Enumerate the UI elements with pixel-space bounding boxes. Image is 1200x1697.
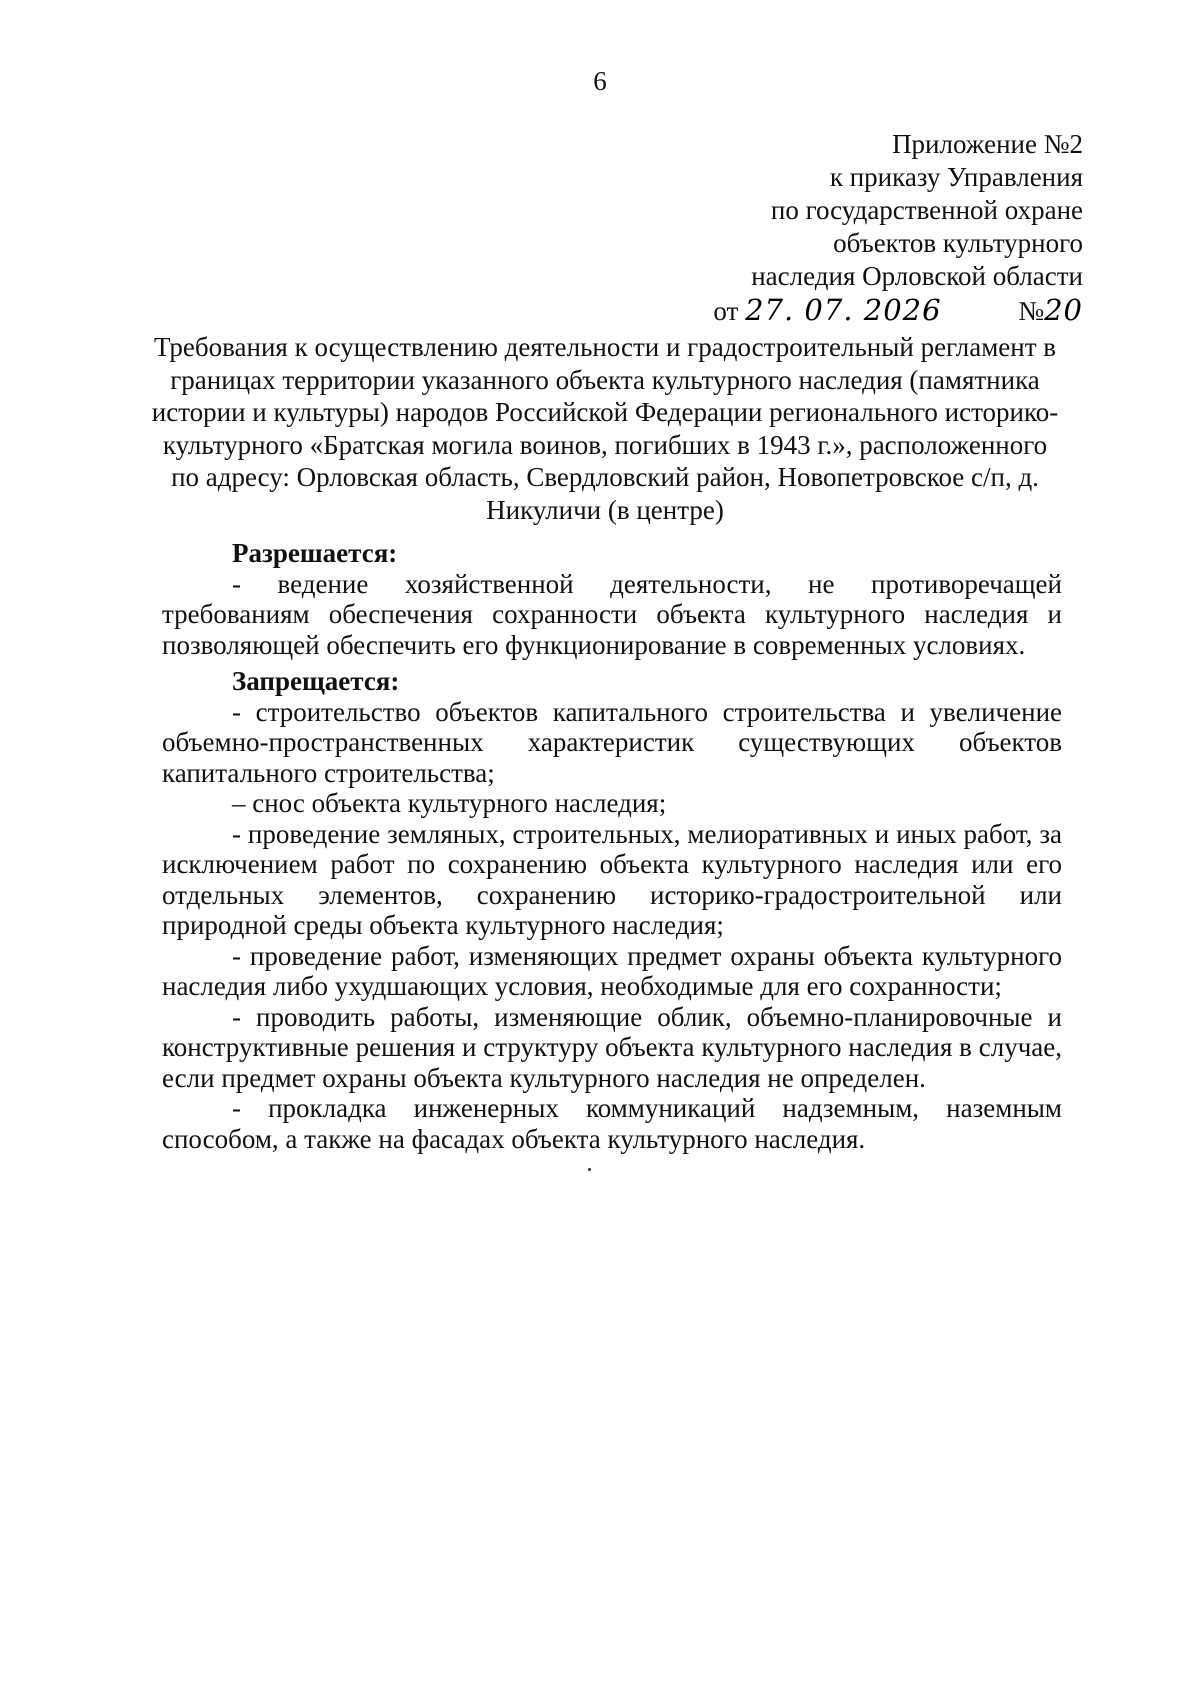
appendix-line: Приложение №2	[892, 129, 1083, 159]
allowed-item: - ведение хозяйственной деятельности, не противоречащей требованиям обеспечения сохранности объекта культурного наследия и позволяющей обеспечить его функционирование в современных условиях.	[162, 568, 1062, 660]
prohibited-item: – снос объекта культурного наследия;	[232, 788, 667, 818]
order-date-line	[713, 294, 1083, 328]
appendix-line: объектов культурного	[833, 228, 1083, 258]
prohibited-item: - прокладка инженерных коммуникаций надземным, наземным способом, а также на фасадах объекта культурного наследия.	[162, 1093, 1062, 1154]
document-title: Требования к осуществлению деятельности и градостроительный регламент в границах территории указанного объекта культурного наследия (памятника истории и культуры) народов Российской Федерации регионального историко-культурного «Братская могила воинов, погибших в 1943 г.», расположенного по адресу: Орловская область, Свердловский район, Новопетровское с/п, д. Никуличи (в центре)	[151, 332, 1059, 525]
prohibited-item: - проведение работ, изменяющих предмет охраны объекта культурного наследия либо ухудшающих условия, необходимые для его сохранности;	[162, 940, 1062, 1001]
document-body	[162, 532, 1062, 1154]
appendix-line: наследия Орловской области	[751, 261, 1083, 291]
number-prefix: №	[1018, 296, 1045, 326]
stray-dot-mark	[588, 1168, 591, 1171]
handwritten-number: 20	[1044, 293, 1083, 327]
appendix-line: к приказу Управления	[829, 162, 1083, 192]
prohibited-heading: Запрещается:	[232, 666, 400, 696]
prohibited-item: - проведение земляных, строительных, мелиоративных и иных работ, за исключением работ по сохранению объекта культурного наследия или его отдельных элементов, сохранению историко-градостроительной или природной среды объекта культурного наследия;	[162, 818, 1062, 940]
page-number: 6	[593, 66, 607, 96]
handwritten-date: 27. 07. 2026	[745, 293, 942, 327]
prohibited-item: - проводить работы, изменяющие облик, объемно-планировочные и конструктивные решения и структуру объекта культурного наследия в случае, если предмет охраны объекта культурного наследия не определен.	[162, 1001, 1062, 1093]
date-prefix: от	[713, 296, 739, 326]
prohibited-item: - строительство объектов капитального строительства и увеличение объемно-пространственных характеристик существующих объектов капитального строительства;	[162, 696, 1062, 788]
appendix-block	[713, 128, 1083, 328]
appendix-line: по государственной охране	[770, 195, 1083, 225]
allowed-heading: Разрешается:	[232, 538, 398, 568]
